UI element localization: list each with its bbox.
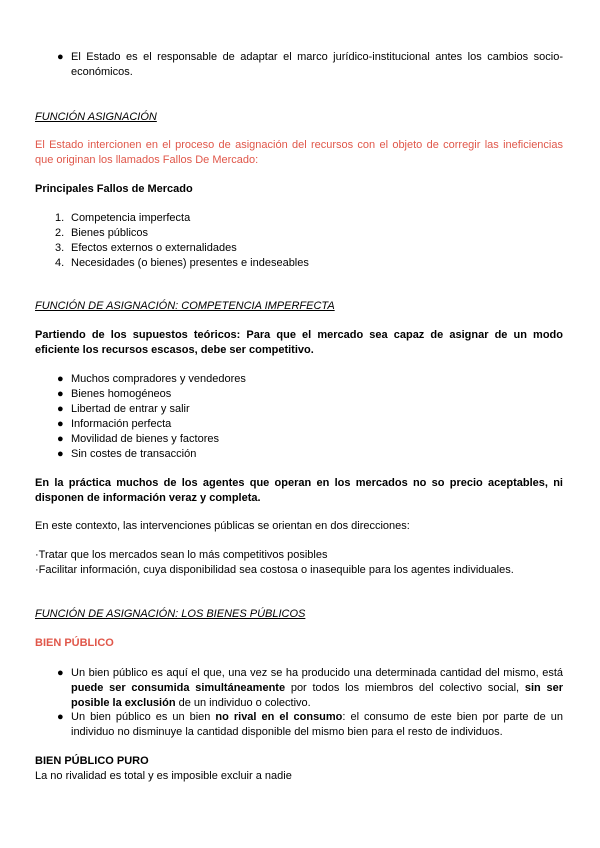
bullet-dot: ●	[57, 433, 64, 445]
bien-publico-title: BIEN PÚBLICO	[35, 637, 114, 649]
intro-bullet-text: El Estado es el responsable de adaptar el marco jurídico-institucional antes los cambios socio-económicos.	[71, 51, 563, 78]
section2-bold-paragraph-2: En la práctica muchos de los agentes que operan en los mercados no so precio aceptables, ni disponen de información veraz y completa.	[35, 477, 563, 504]
list-item: Información perfecta	[71, 418, 172, 430]
list-item: Libertad de entrar y salir	[71, 403, 190, 415]
bullet-dot: ●	[57, 373, 64, 385]
list-item: Muchos compradores y vendedores	[71, 373, 246, 385]
bullet-dot: ●	[57, 51, 64, 63]
bien-publico-bullet-1: Un bien público es aquí el que, una vez se ha producido una determinada cantidad del mismo, está puede ser consumida simultáneamente por todos los miembros del colectivo social, sin ser posible la exclusión de un individuo o colectivo.	[71, 667, 563, 709]
section1-red-paragraph: El Estado intercionen en el proceso de asignación del recursos con el objeto de corregir las ineficiencias que originan los llamados Fallos De Mercado:	[35, 139, 563, 166]
bien-publico-puro-text: La no rivalidad es total y es imposible excluir a nadie	[35, 770, 292, 782]
bullet-dot: ●	[57, 403, 64, 415]
section-heading-bienes-publicos: FUNCIÓN DE ASIGNACIÓN: LOS BIENES PÚBLICOS	[35, 608, 306, 620]
direction-line: ·Tratar que los mercados sean lo más competitivos posibles	[35, 549, 328, 561]
list-item: Necesidades (o bienes) presentes e indeseables	[71, 257, 309, 269]
list-item: Efectos externos o externalidades	[71, 242, 237, 254]
list-number: 4.	[55, 257, 65, 269]
bullet-dot: ●	[57, 448, 64, 460]
list-item: Bienes homogéneos	[71, 388, 172, 400]
bien-publico-puro-title: BIEN PÚBLICO PURO	[35, 755, 149, 767]
context-paragraph: En este contexto, las intervenciones públicas se orientan en dos direcciones:	[35, 520, 410, 532]
list-number: 2.	[55, 227, 65, 239]
list-item: Competencia imperfecta	[71, 212, 191, 224]
bullet-dot: ●	[57, 667, 64, 679]
list-item: Sin costes de transacción	[71, 448, 197, 460]
section-heading-competencia-imperfecta: FUNCIÓN DE ASIGNACIÓN: COMPETENCIA IMPERFECTA	[35, 300, 335, 312]
bullet-dot: ●	[57, 388, 64, 400]
list-number: 1.	[55, 212, 65, 224]
list-number: 3.	[55, 242, 65, 254]
bien-publico-bullet-2: Un bien público es un bien no rival en el consumo: el consumo de este bien por parte de un individuo no disminuye la cantidad disponible del mismo bien para el resto de individuos.	[71, 711, 563, 738]
bullet-dot: ●	[57, 418, 64, 430]
section2-bold-paragraph: Partiendo de los supuestos teóricos: Para que el mercado sea capaz de asignar de un modo eficiente los recursos escasos, debe ser competitivo.	[35, 329, 563, 356]
list-item: Bienes públicos	[71, 227, 149, 239]
list-item: Movilidad de bienes y factores	[71, 433, 219, 445]
bullet-dot: ●	[57, 711, 64, 723]
subheading-fallos-mercado: Principales Fallos de Mercado	[35, 183, 193, 195]
direction-line: ·Facilitar información, cuya disponibilidad sea costosa o inasequible para los agentes individuales.	[35, 564, 514, 576]
section-heading-funcion-asignacion: FUNCIÓN ASIGNACIÓN	[35, 111, 157, 123]
